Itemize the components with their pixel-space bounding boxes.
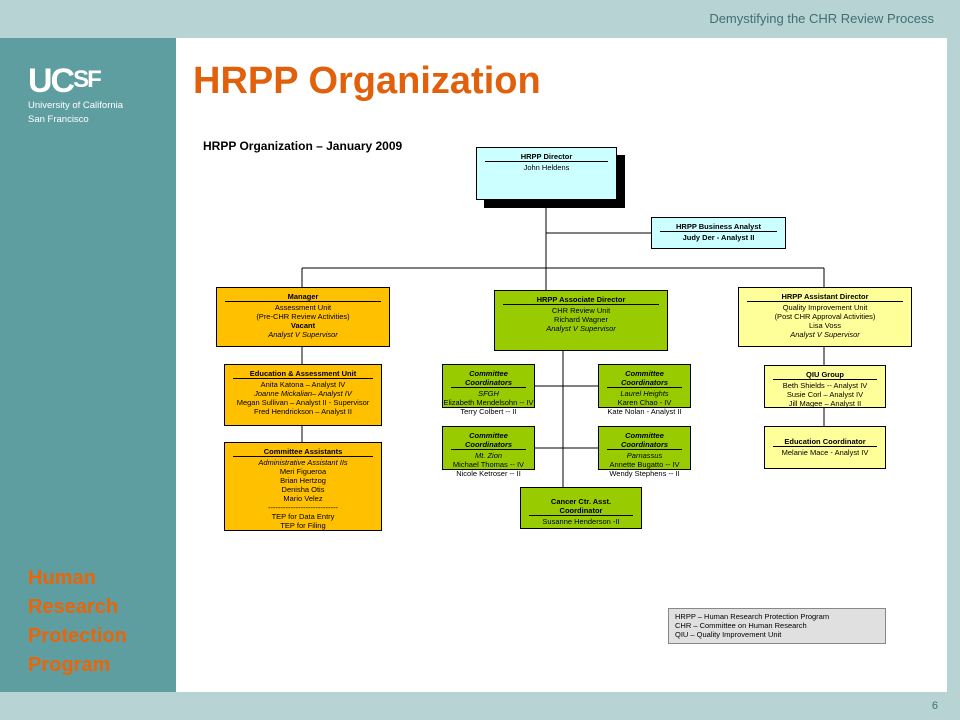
box-line: Terry Colbert -- II [460,407,517,416]
box-head: Committee Coordinators [607,369,682,388]
box-line: Analyst V Supervisor [546,324,616,333]
program-line: Research [28,596,119,618]
box-line: ---------------------------- [268,503,338,512]
org-box-cc-laurel-heights [598,364,691,416]
box-line: Megan Sullivan – Analyst II - Supervisor [236,398,370,407]
box-line: SFGH [478,389,499,398]
box-line: Michael Thomas -- IV [452,460,525,469]
box-head: QIU Group [773,370,877,380]
box-head: Education Coordinator [773,437,877,447]
box-line: Vacant [290,321,316,330]
org-box-associate-director [494,290,668,351]
program-line: Protection [28,625,127,647]
box-line: Quality Improvement Unit [782,303,868,312]
presentation-title: Demystifying the CHR Review Process [709,11,934,26]
box-line: Meri Figueroa [279,467,327,476]
box-head: HRPP Director [485,152,608,162]
box-line: Melanie Mace - Analyst IV [781,448,869,457]
box-line: (Post CHR Approval Activities) [774,312,876,321]
box-line: Analyst V Supervisor [790,330,860,339]
box-line: Mt. Zion [474,451,503,460]
box-line: Mario Velez [283,494,323,503]
box-line: Fred Hendrickson – Analyst II [254,407,352,416]
box-line: (Pre-CHR Review Activities) [256,312,350,321]
box-head: Cancer Ctr. Asst. Coordinator [529,497,633,516]
box-head: Committee Coordinators [451,431,526,450]
org-box-cc-parnassus [598,426,691,478]
logo-line-1: University of California [28,100,124,111]
logo-mark-sf: SF [73,66,100,93]
logo-line-2: San Francisco [28,114,89,125]
org-box-qiu-group [764,365,886,408]
org-box-education-unit [224,364,382,426]
box-head: HRPP Associate Director [503,295,659,305]
box-line: Jill Magee – Analyst II [788,399,862,408]
program-line: Program [28,654,111,676]
box-line: Elizabeth Mendelsohn -- IV [443,398,534,407]
box-line: Laurel Heights [620,389,669,398]
box-line: TEP for Filing [280,521,326,530]
box-line: Annette Bugatto -- IV [609,460,680,469]
box-line: Susie Corl – Analyst IV [786,390,864,399]
org-box-education-coordinator [764,426,886,469]
box-line: Joanne Mickalian– Analyst IV [254,389,352,398]
box-line: Brian Hertzog [280,476,326,485]
box-line: Beth Shields -- Analyst IV [782,381,868,390]
org-box-assistant-director [738,287,912,347]
box-line: Susanne Henderson -II [542,517,620,526]
legend-line: QIU – Quality Improvement Unit [675,630,782,639]
box-line: Lisa Voss [808,321,842,330]
box-line: Karen Chao - IV [617,398,672,407]
org-box-cc-mt-zion [442,426,535,478]
org-box-cc-sfgh [442,364,535,416]
legend-line: HRPP – Human Research Protection Program [675,612,830,621]
box-line: Kate Nolan - Analyst II [607,407,682,416]
box-head: Manager [225,292,381,302]
box-head: Education & Assessment Unit [233,369,373,379]
box-line: Anita Katona – Analyst IV [260,380,346,389]
org-box-committee-assistants [224,442,382,531]
box-head: Committee Coordinators [451,369,526,388]
box-head: HRPP Assistant Director [747,292,903,302]
page-number: 6 [931,700,938,712]
box-line: Wendy Stephens -- II [609,469,680,478]
box-line: Judy Der - Analyst II [682,233,755,242]
box-line: Richard Wagner [554,315,608,324]
chart-title: HRPP Organization – January 2009 [203,139,403,153]
legend-line: CHR – Committee on Human Research [675,621,807,630]
box-line: Parnassus [626,451,663,460]
box-head: Committee Assistants [233,447,373,457]
org-box-business-analyst [651,217,786,249]
box-line: Assessment Unit [274,303,332,312]
box-line: TEP for Data Entry [271,512,335,521]
box-line: Analyst V Supervisor [268,330,338,339]
box-head: HRPP Business Analyst [660,222,777,232]
box-head: Committee Coordinators [607,431,682,450]
box-line: CHR Review Unit [551,306,611,315]
box-line: Nicole Ketroser -- II [456,469,521,478]
abbreviation-legend [668,608,886,644]
slide-title: HRPP Organization [193,60,541,102]
org-box-director [476,147,617,200]
program-line: Human [28,567,96,589]
org-box-cancer-coordinator [520,487,642,529]
logo-mark-uc: UC [28,62,74,100]
box-line: John Heldens [523,163,570,172]
box-line: Denisha Otis [281,485,325,494]
box-line: Administrative Assistant IIs [258,458,348,467]
org-box-manager [216,287,390,347]
